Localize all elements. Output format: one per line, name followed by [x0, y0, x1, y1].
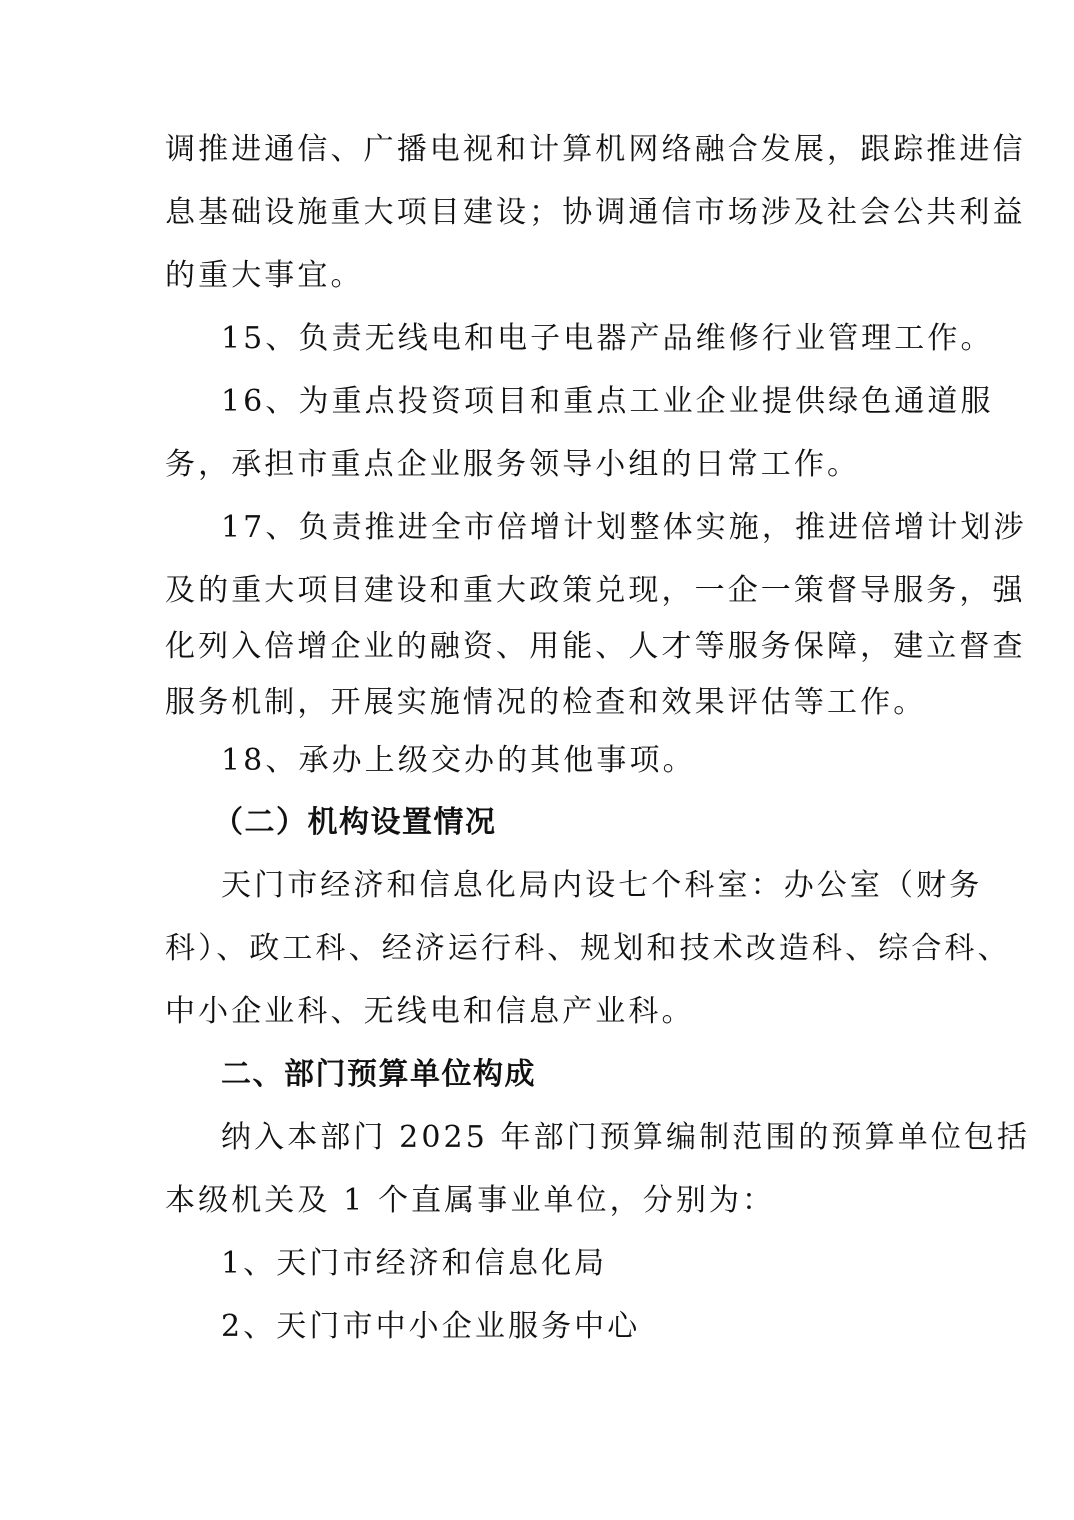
body-text-line: 务，承担市重点企业服务领导小组的日常工作。 [165, 447, 861, 482]
body-text-line: 科）、政工科、经济运行科、规划和技术改造科、综合科、 [165, 931, 1011, 966]
body-text-line: 息基础设施重大项目建设；协调通信市场涉及社会公共利益 [165, 195, 1026, 230]
body-text-line: 及的重大项目建设和重大政策兑现，一企一策督导服务，强 [165, 573, 1026, 608]
body-text-line: 中小企业科、无线电和信息产业科。 [165, 994, 695, 1029]
body-text-line: 纳入本部门 2025 年部门预算编制范围的预算单位包括 [221, 1120, 1031, 1155]
section-heading-budget-units: 二、部门预算单位构成 [221, 1057, 536, 1092]
budget-unit-item: 1、天门市经济和信息化局 [221, 1246, 608, 1281]
body-text-line: 的重大事宜。 [165, 258, 364, 293]
list-item-17: 17、负责推进全市倍增计划整体实施，推进倍增计划涉 [221, 510, 1027, 545]
body-text-line: 本级机关及 1 个直属事业单位，分别为： [165, 1183, 776, 1218]
list-item-16: 16、为重点投资项目和重点工业企业提供绿色通道服 [221, 384, 994, 419]
section-heading-organization: （二）机构设置情况 [213, 805, 497, 840]
body-text-line: 服务机制，开展实施情况的检查和效果评估等工作。 [165, 685, 927, 720]
list-item-15: 15、负责无线电和电子电器产品维修行业管理工作。 [221, 321, 994, 356]
body-text-line: 调推进通信、广播电视和计算机网络融合发展，跟踪推进信 [165, 132, 1026, 167]
list-item-18: 18、承办上级交办的其他事项。 [221, 743, 696, 778]
budget-unit-item: 2、天门市中小企业服务中心 [221, 1309, 641, 1344]
body-text-line: 化列入倍增企业的融资、用能、人才等服务保障，建立督查 [165, 629, 1026, 664]
body-text-line: 天门市经济和信息化局内设七个科室：办公室（财务 [221, 868, 983, 903]
